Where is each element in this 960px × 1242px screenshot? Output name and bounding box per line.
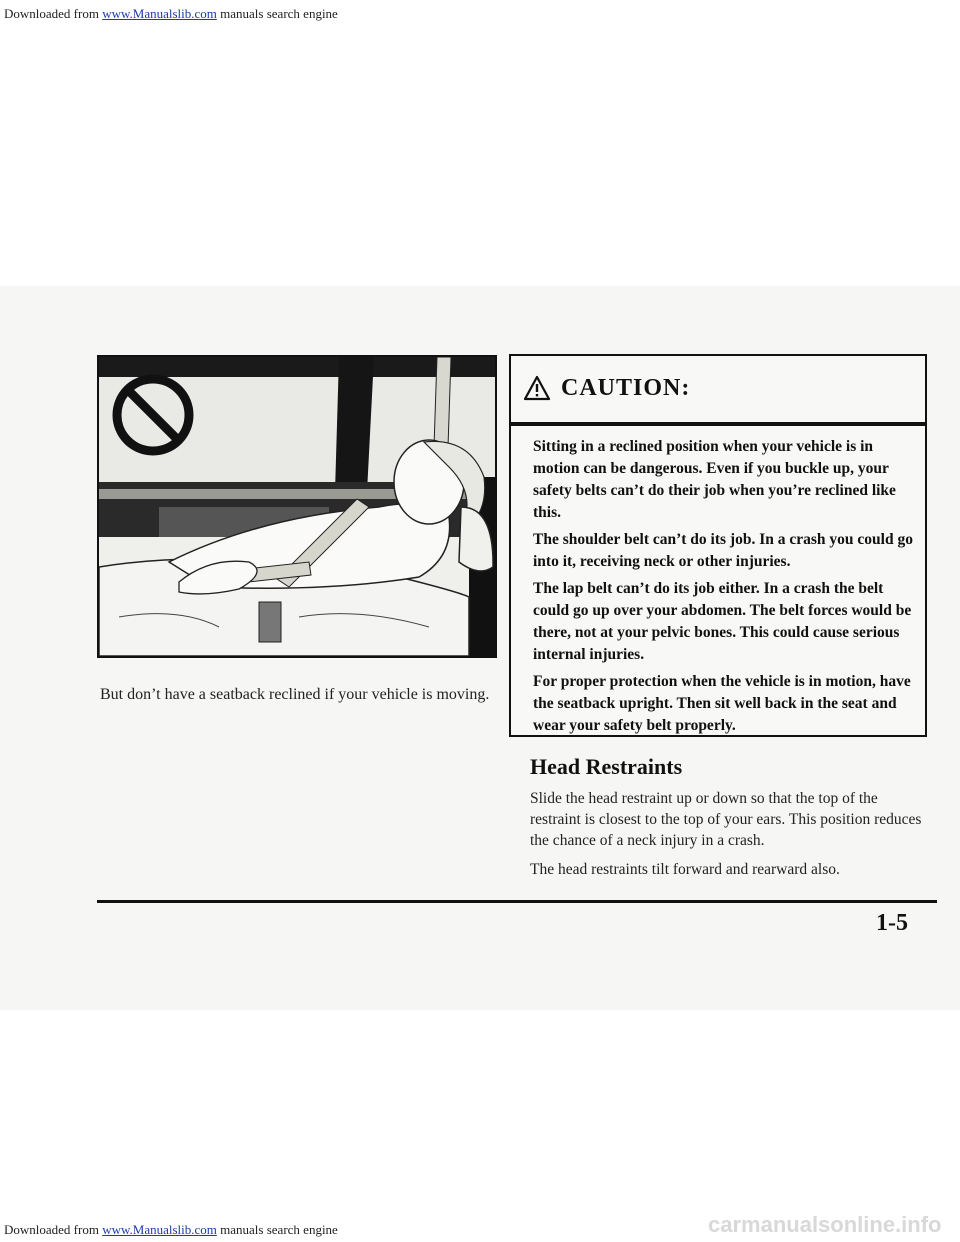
section-body — [530, 788, 930, 888]
header-band — [0, 0, 960, 286]
download-footer: Downloaded from www.Manualslib.com manuals search engine — [4, 1222, 338, 1237]
section-title: Head Restraints — [530, 754, 683, 779]
caution-paragraph: For proper protection when the vehicle is in motion, have the seatback upright. Then sit well back in the seat and wear your safety belt properly. — [533, 673, 911, 734]
footer-divider — [97, 900, 937, 903]
manualslib-link[interactable]: www.Manualslib.com — [102, 6, 217, 21]
warning-triangle-icon — [523, 375, 551, 401]
caution-divider — [511, 422, 925, 426]
section-paragraph: The head restraints tilt forward and rearward also. — [530, 861, 840, 878]
figure-caption: But don’t have a seatback reclined if your vehicle is moving. — [100, 686, 490, 703]
caution-text — [533, 436, 913, 742]
download-header: Downloaded from www.Manualslib.com manuals search engine — [4, 6, 338, 21]
watermark: carmanualsonline.info — [708, 1212, 942, 1237]
caution-paragraph: The lap belt can’t do its job either. In a crash the belt could go up over your abdomen. The belt forces would be there, not at your pelvic bones. This could cause serious internal injuries. — [533, 580, 912, 663]
reclined-seat-illustration — [97, 355, 497, 658]
caution-paragraph: Sitting in a reclined position when your vehicle is in motion can be dangerous. Even if you buckle up, your safety belts can’t do their job when you’re reclined like this. — [533, 438, 896, 521]
section-paragraph: Slide the head restraint up or down so that the top of the restraint is closest to the top of your ears. This position reduces the chance of a neck injury in a crash. — [530, 790, 922, 849]
caution-title: CAUTION: — [561, 374, 691, 401]
caution-paragraph: The shoulder belt can’t do its job. In a crash you could go into it, receiving neck or other injuries. — [533, 531, 913, 570]
page-number: 1-5 — [876, 910, 908, 936]
caution-box — [509, 354, 927, 737]
manualslib-footer-link[interactable]: www.Manualslib.com — [102, 1222, 217, 1237]
footer-band — [0, 1010, 960, 1242]
caution-header — [523, 368, 690, 408]
reclined-passenger-drawing — [99, 357, 495, 656]
